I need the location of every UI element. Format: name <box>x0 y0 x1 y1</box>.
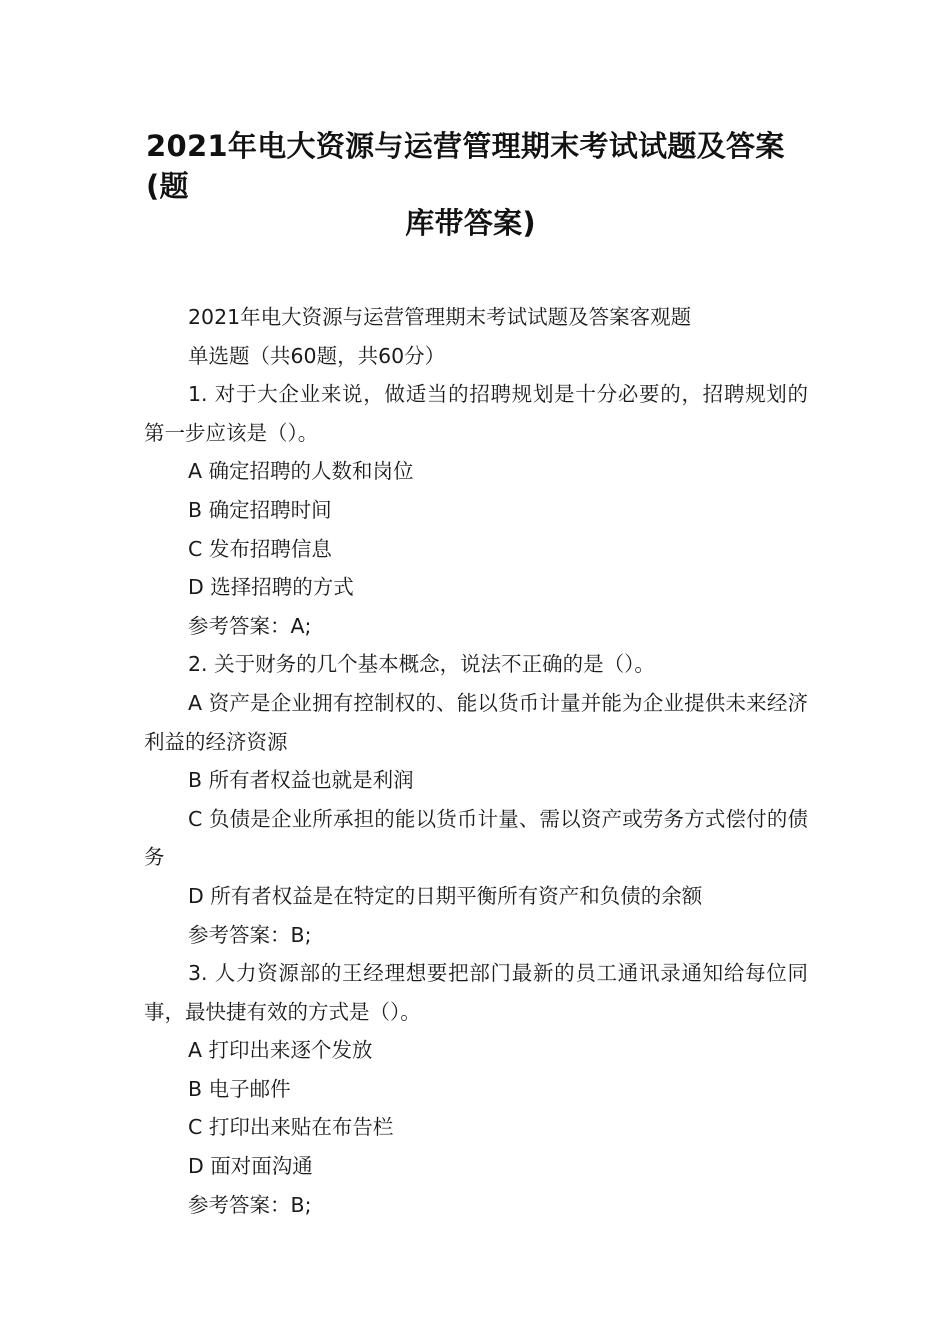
question-3-option-c: C 打印出来贴在布告栏 <box>188 1115 394 1140</box>
section-heading: 2021年电大资源与运营管理期末考试试题及答案客观题 <box>188 305 692 329</box>
question-2-option-b: B 所有者权益也就是利润 <box>188 768 414 793</box>
question-2-answer: 参考答案：B; <box>188 922 312 947</box>
question-2: 2. 关于财务的几个基本概念，说法不正确的是（）。 <box>188 652 655 677</box>
question-3-option-a: A 打印出来逐个发放 <box>188 1038 373 1063</box>
question-2-option-c: C 负债是企业所承担的能以货币计量、需以资产或劳务方式偿付的债务 <box>144 806 808 870</box>
document-title-line-2: 库带答案) <box>405 206 536 240</box>
question-1-answer: 参考答案：A; <box>188 613 312 638</box>
question-3-answer: 参考答案：B; <box>188 1192 312 1217</box>
question-type-heading: 单选题（共60题，共60分） <box>188 343 446 368</box>
question-1: 1. 对于大企业来说，做适当的招聘规划是十分必要的，招聘规划的第一步应该是（）。 <box>144 382 808 445</box>
question-1-option-b: B 确定招聘时间 <box>188 497 332 522</box>
question-2-option-a: A 资产是企业拥有控制权的、能以货币计量并能为企业提供未来经济利益的经济资源 <box>144 690 808 754</box>
question-1-option-c: C 发布招聘信息 <box>188 536 332 561</box>
question-1-option-d: D 选择招聘的方式 <box>188 575 354 600</box>
document-body <box>144 298 808 1224</box>
document-title-line-1: 2021年电大资源与运营管理期末考试试题及答案(题 <box>146 129 785 203</box>
question-2-option-d: D 所有者权益是在特定的日期平衡所有资产和负债的余额 <box>188 883 703 908</box>
question-3-option-d: D 面对面沟通 <box>188 1154 313 1179</box>
question-1-option-a: A 确定招聘的人数和岗位 <box>188 459 414 484</box>
question-3-option-b: B 电子邮件 <box>188 1076 291 1101</box>
question-3: 3. 人力资源部的王经理想要把部门最新的员工通讯录通知给每位同事，最快捷有效的方式是（）。 <box>144 961 808 1024</box>
